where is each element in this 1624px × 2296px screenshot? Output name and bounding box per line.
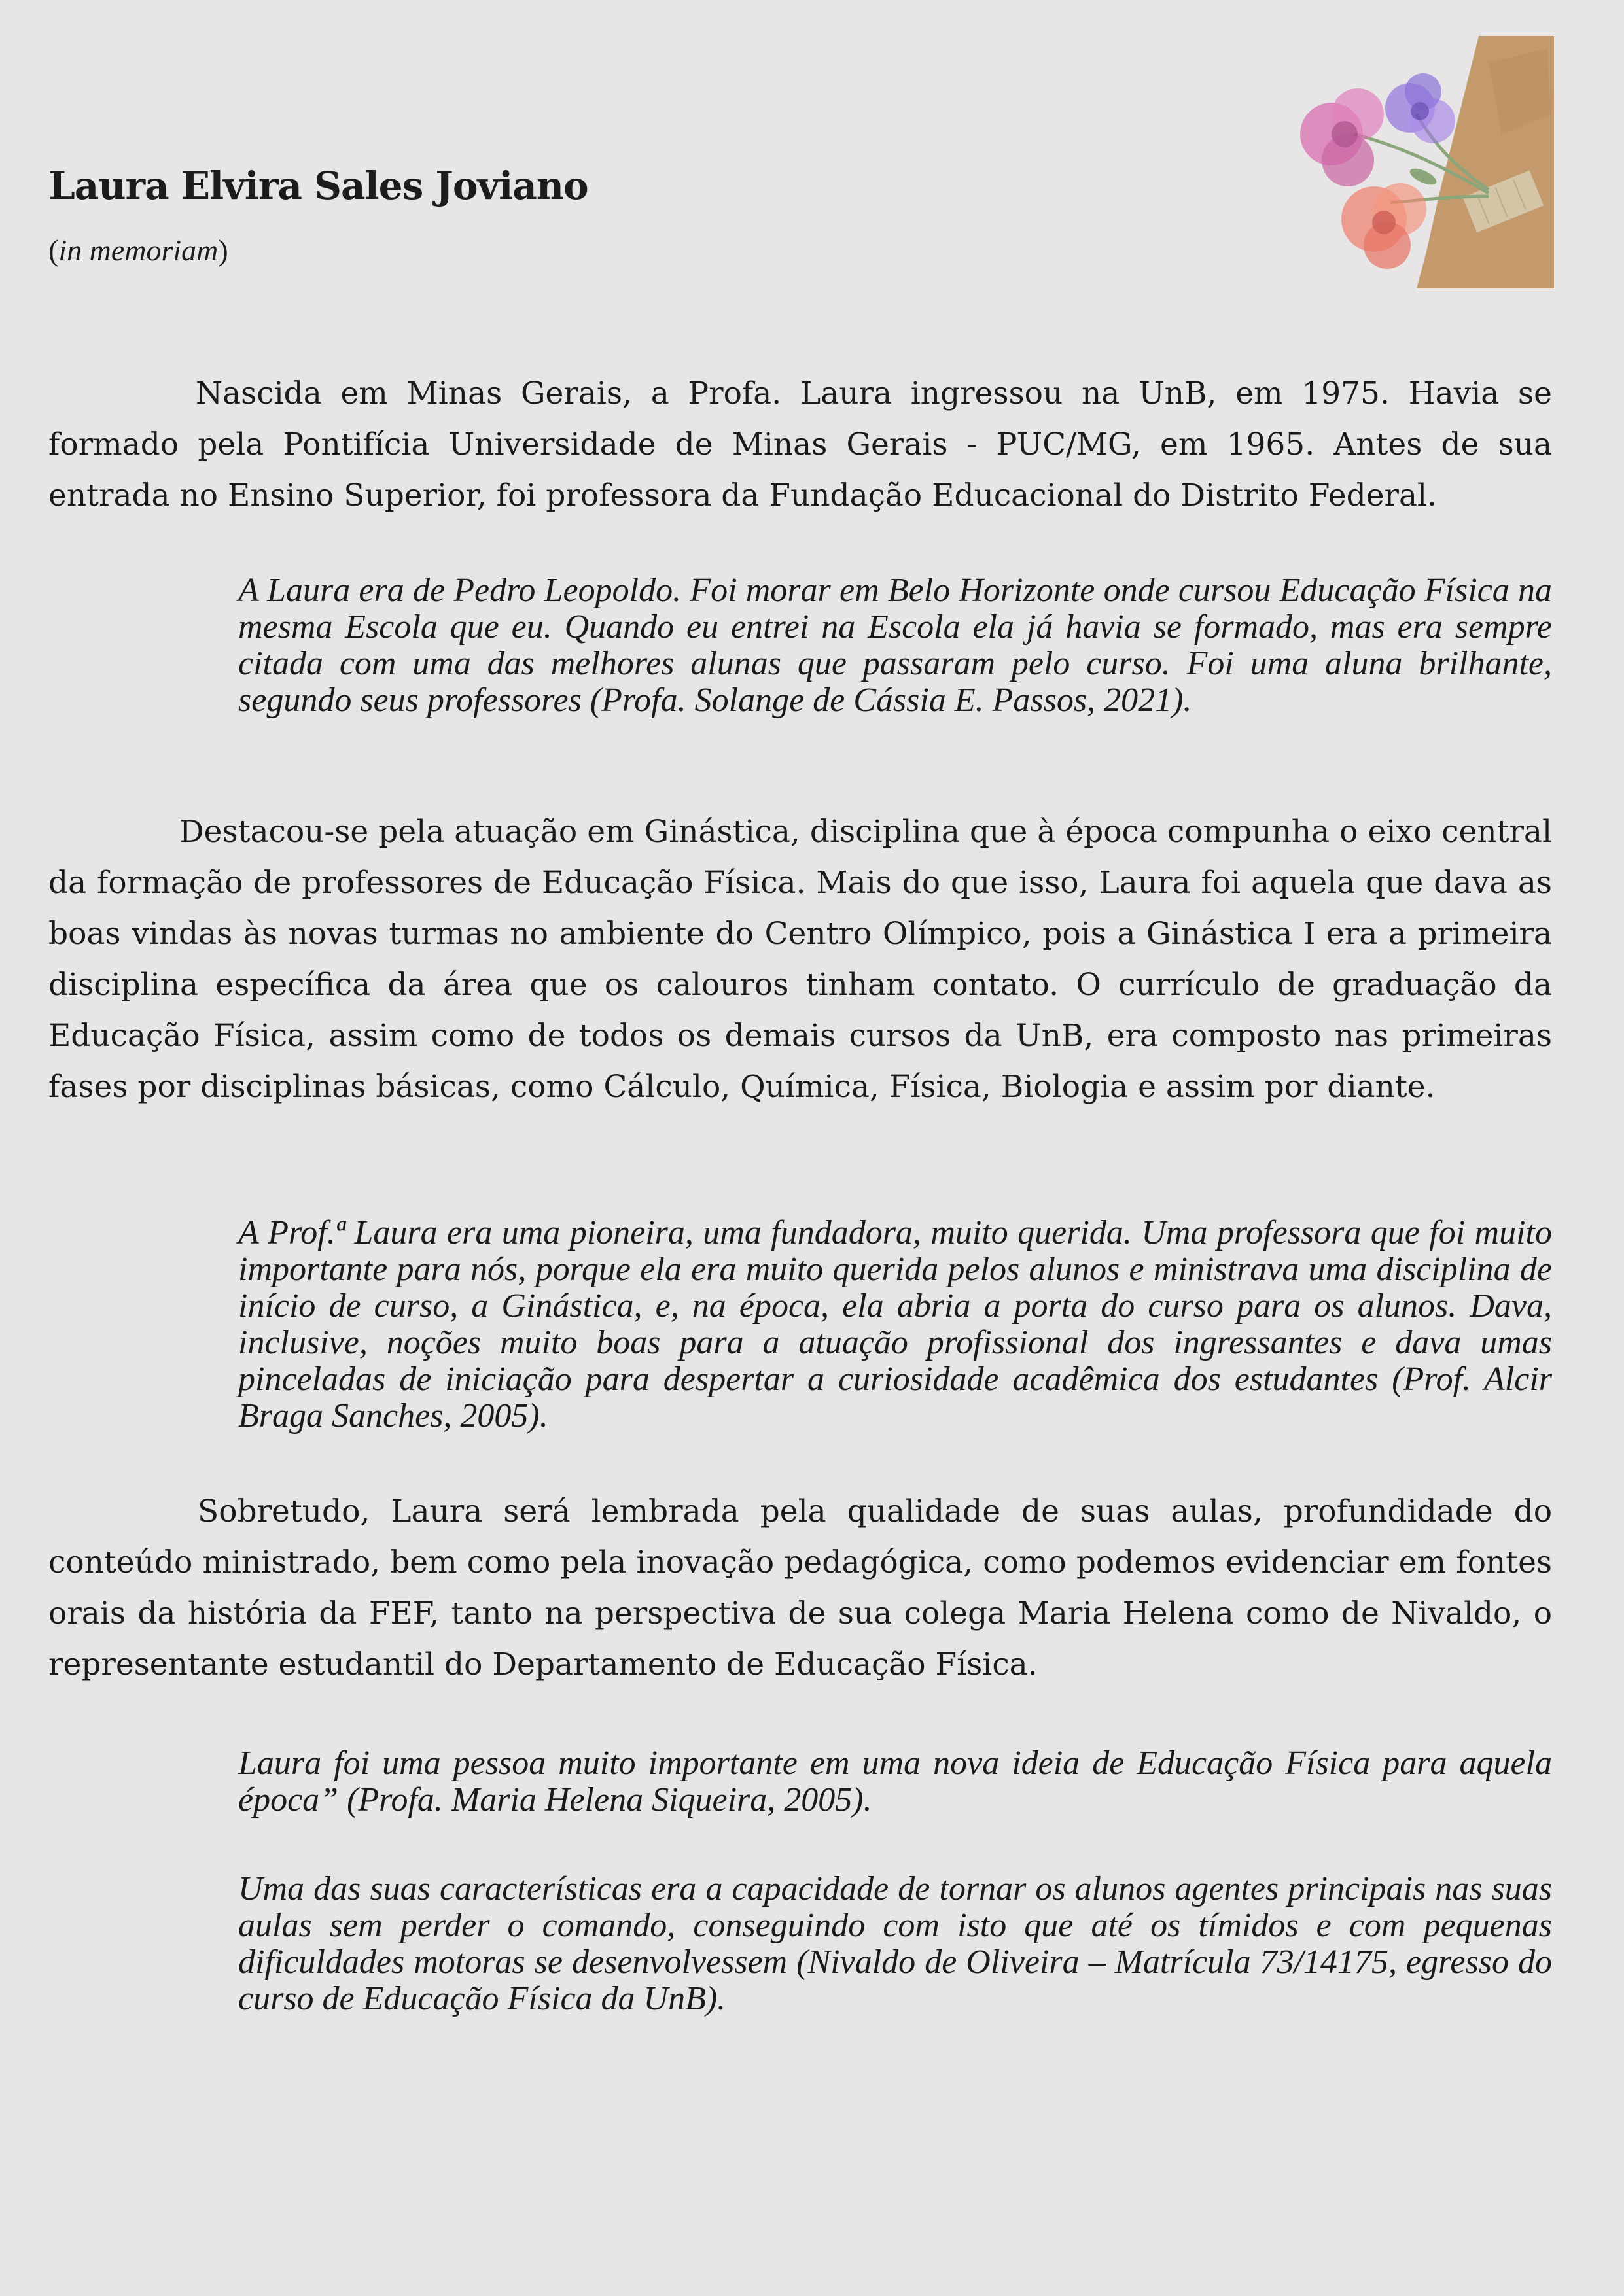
subtitle-in-memoriam: in memoriam <box>58 234 219 267</box>
purple-flower <box>1385 73 1455 143</box>
page-subtitle <box>48 233 228 268</box>
subtitle-open-paren: ( <box>48 234 59 267</box>
page-title: Laura Elvira Sales Joviano <box>48 164 588 208</box>
quote-solange: A Laura era de Pedro Leopoldo. Foi morar em Belo Horizonte onde cursou Educação Física na mesma Escola que eu. Quando eu entrei na Escola ela já havia se formado, mas era sempre citada com uma das melhores alunas que passaram pelo curso. Foi uma aluna brilhante, segundo seus professores (Profa. Solange de Cássia E. Passos, 2021). <box>238 572 1552 719</box>
paragraph-1: Nascida em Minas Gerais, a Profa. Laura ingressou na UnB, em 1975. Havia se formado pela Pontifícia Universidade de Minas Gerais - PUC/MG, em 1965. Antes de sua entrada no Ensino Superior, foi professora da Fundação Educacional do Distrito Federal. <box>48 375 1552 513</box>
flowers-illustration-icon <box>1292 36 1554 288</box>
quote-nivaldo: Uma das suas características era a capacidade de tornar os alunos agentes principais nas suas aulas sem perder o comando, conseguindo com isto que até os tímidos e com pequenas dificuldades motoras se desenvolvessem (Nivaldo de Oliveira – Matrícula 73/14175, egresso do curso de Educação Física da UnB). <box>238 1870 1552 2017</box>
quote-maria-helena: Laura foi uma pessoa muito importante em uma nova ideia de Educação Física para aquela época” (Profa. Maria Helena Siqueira, 2005). <box>238 1745 1552 1818</box>
paragraph-2: Destacou-se pela atuação em Ginástica, disciplina que à época compunha o eixo central da formação de professores de Educação Física. Mais do que isso, Laura foi aquela que dava as boas vindas às novas turmas no ambiente do Centro Olímpico, pois a Ginástica I era a primeira disciplina específica da área que os calouros tinham contato. O currículo de graduação da Educação Física, assim como de todos os demais cursos da UnB, era composto nas primeiras fases por disciplinas básicas, como Cálculo, Química, Física, Biologia e assim por diante. <box>48 814 1552 1105</box>
quote-alcir: A Prof.ª Laura era uma pioneira, uma fundadora, muito querida. Uma professora que foi muito importante para nós, porque ela era muito querida pelos alunos e ministrava uma disciplina de início de curso, a Ginástica, e, na época, ela abria a porta do curso para os alunos. Dava, inclusive, noções muito boas para a atuação profissional dos ingressantes e dava umas pinceladas de iniciação para despertar a curiosidade acadêmica dos estudantes (Prof. Alcir Braga Sanches, 2005). <box>238 1214 1552 1435</box>
coral-flower <box>1341 183 1426 269</box>
subtitle-close-paren: ) <box>218 234 228 267</box>
paragraph-3: Sobretudo, Laura será lembrada pela qualidade de suas aulas, profundidade do conteúdo ministrado, bem como pela inovação pedagógica, como podemos evidenciar em fontes orais da história da FEF, tanto na perspectiva de sua colega Maria Helena como de Nivaldo, o representante estudantil do Departamento de Educação Física. <box>48 1493 1552 1682</box>
